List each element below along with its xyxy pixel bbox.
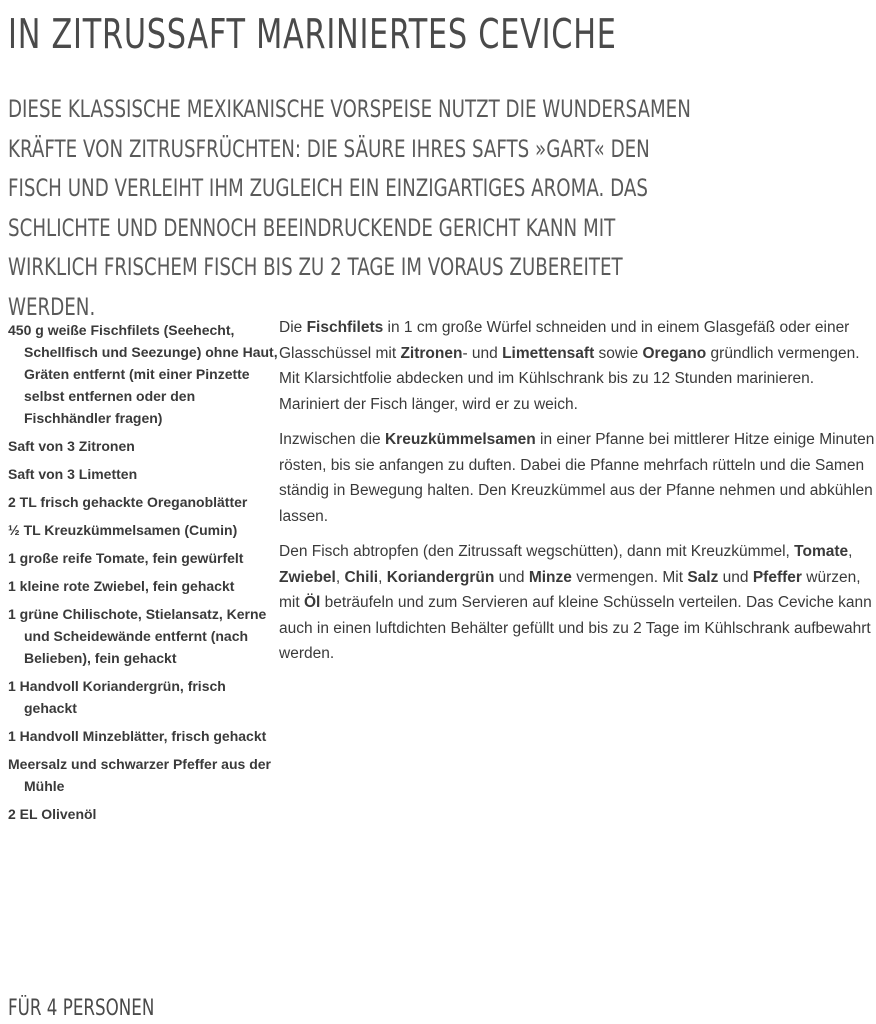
highlighted-ingredient: Pfeffer	[752, 568, 802, 586]
instructions	[279, 315, 875, 677]
ingredient-item: 1 Handvoll Koriandergrün, frisch gehackt	[8, 678, 226, 716]
instruction-text: - und	[462, 344, 503, 362]
instruction-text: beträufeln und zum Servieren auf kleine Schüsseln verteilen. Das Ceviche kann auch in einen luftdichten Behälter gefüllt und bis zu 2 Tage im Kühlschrank aufbewahrt werden.	[279, 594, 872, 662]
highlighted-ingredient: Koriandergrün	[386, 568, 495, 586]
highlighted-ingredient: Zwiebel	[279, 568, 336, 586]
highlighted-ingredient: Limettensaft	[502, 344, 595, 362]
highlighted-ingredient: Salz	[687, 568, 719, 586]
instruction-text: gründlich vermengen. Mit Klarsichtfolie abdecken und im Kühlschrank bis zu 12 Stunden marinieren. Mariniert der Fisch länger, wird er zu weich.	[279, 344, 860, 413]
ingredient-item: 2 EL Olivenöl	[8, 806, 97, 822]
ingredient-item: 1 grüne Chilischote, Stielansatz, Kerne und Scheidewände entfernt (nach Belieben), fein gehackt	[8, 606, 267, 666]
highlighted-ingredient: Öl	[303, 594, 321, 611]
ingredient-item: 450 g weiße Fischfilets (Seehecht, Schellfisch und Seezunge) ohne Haut, Gräten entfernt (mit einer Pinzette selbst entfernen oder den Fischhändler fragen)	[8, 322, 278, 426]
highlighted-ingredient: Minze	[528, 568, 572, 586]
instruction-text: sowie	[594, 344, 643, 362]
highlighted-ingredient: Chili	[344, 568, 379, 586]
instruction-text: Inzwischen die	[279, 431, 385, 448]
servings-label: FÜR 4 PERSONEN	[8, 996, 155, 1021]
highlighted-ingredient: Zitronen	[400, 344, 463, 362]
instruction-text: in 1 cm große Würfel schneiden und in einem Glasgefäß oder einer Glasschüssel mit	[279, 319, 850, 362]
instruction-step	[279, 315, 875, 417]
ingredient-item: 1 Handvoll Minzeblätter, frisch gehackt	[8, 728, 267, 744]
ingredient-item: Saft von 3 Limetten	[8, 466, 138, 482]
recipe-title: IN ZITRUSSAFT MARINIERTES CEVICHE	[8, 10, 617, 58]
instruction-text: würzen, mit	[279, 568, 861, 611]
instruction-text: vermengen. Mit	[571, 568, 688, 586]
ingredient-item: 2 TL frisch gehackte Oreganoblätter	[8, 494, 248, 510]
ingredient-item: Saft von 3 Zitronen	[8, 438, 135, 454]
instruction-text: ,	[378, 568, 387, 586]
highlighted-ingredient: Oregano	[642, 344, 707, 362]
instruction-text: ,	[335, 568, 345, 586]
instruction-step	[279, 539, 875, 667]
ingredient-list	[8, 319, 280, 831]
ingredient-item: 1 große reife Tomate, fein gewürfelt	[8, 550, 244, 566]
ingredient-item: ½ TL Kreuzkümmelsamen (Cumin)	[8, 522, 238, 538]
highlighted-ingredient: Kreuzkümmelsamen	[384, 431, 536, 448]
instruction-text: ,	[848, 543, 853, 560]
ingredient-item: 1 kleine rote Zwiebel, fein gehackt	[8, 578, 235, 594]
recipe-intro: DIESE KLASSISCHE MEXIKANISCHE VORSPEISE NUTZT DIE WUNDERSAMEN KRÄFTE VON ZITRUSFRÜCHTEN: DIE SÄURE IHRES SAFTS »GART« DEN FISCH UND VERLEIHT IHM ZUGLEICH EIN EINZIGARTIGES AROMA. DAS SCHLICHTE UND DENNOCH BEEINDRUCKENDE GERICHT KANN MIT WIRKLICH FRISCHEM FISCH BIS ZU 2 TAGE IM VORAUS ZUBEREITET WERDEN.	[8, 95, 691, 321]
instruction-text: in einer Pfanne bei mittlerer Hitze einige Minuten rösten, bis sie anfangen zu duften. Dabei die Pfanne mehrfach rütteln und die Samen ständig in Bewegung halten. Den Kreuzkümmel aus der Pfanne nehmen und abkühlen lassen.	[279, 431, 875, 525]
instruction-text: und	[718, 568, 753, 586]
highlighted-ingredient: Tomate	[794, 543, 849, 560]
instruction-step	[279, 427, 875, 529]
instruction-text: und	[494, 568, 529, 586]
highlighted-ingredient: Fischfilets	[306, 319, 384, 336]
instruction-text: Die	[279, 319, 307, 336]
ingredient-item: Meersalz und schwarzer Pfeffer aus der Mühle	[8, 756, 271, 794]
instruction-text: Den Fisch abtropfen (den Zitrussaft wegschütten), dann mit Kreuzkümmel,	[279, 543, 795, 560]
